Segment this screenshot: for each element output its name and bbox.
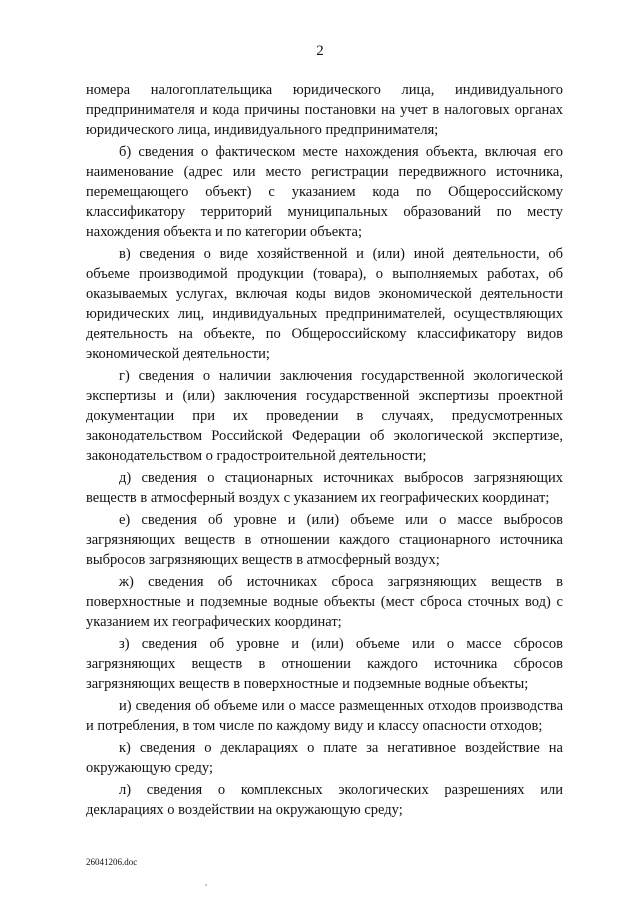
paragraph-d: д) сведения о стационарных источниках выбросов загрязняющих веществ в атмосферный воздух с указанием их географических координат;	[86, 470, 563, 506]
paragraph-k: к) сведения о декларациях о плате за негативное воздействие на окружающую среду;	[86, 740, 563, 776]
paragraph-z: з) сведения об уровне и (или) объеме или о массе сбросов загрязняющих веществ в отношении каждого источника сбросов загрязняющих веществ в поверхностные и подземные водные объекты;	[86, 636, 563, 692]
paragraph-zh: ж) сведения об источниках сброса загрязняющих веществ в поверхностные и подземные водные объекты (мест сброса сточных вод) с указанием их географических координат;	[86, 574, 563, 630]
paragraph-continuation: номера налогоплательщика юридического лица, индивидуального предпринимателя и кода причины постановки на учет в налоговых органах юридического лица, индивидуального предпринимателя;	[86, 82, 563, 138]
page-number: 2	[316, 43, 324, 59]
scan-speck	[205, 884, 207, 886]
footer-filename: 26041206.doc	[86, 857, 138, 867]
paragraph-v: в) сведения о виде хозяйственной и (или) иной деятельности, об объеме производимой продукции (товара), о выполняемых работах, об оказываемых услугах, включая коды видов экономической деятельности юридических лиц, индивидуальных предпринимателей, осуществляющих деятельность на объекте, по Общероссийскому классификатору видов экономической деятельности;	[86, 246, 563, 362]
paragraph-i: и) сведения об объеме или о массе размещенных отходов производства и потребления, в том числе по каждому виду и классу опасности отходов;	[86, 698, 563, 734]
document-body	[86, 80, 563, 820]
paragraph-l: л) сведения о комплексных экологических разрешениях или декларациях о воздействии на окружающую среду;	[86, 782, 563, 818]
paragraph-b: б) сведения о фактическом месте нахождения объекта, включая его наименование (адрес или место регистрации передвижного источника, перемещающего объект) с указанием кода по Общероссийскому классификатору территорий муниципальных образований по месту нахождения объекта и по категории объекта;	[86, 144, 563, 240]
paragraph-g: г) сведения о наличии заключения государственной экологической экспертизы и (или) заключения государственной экспертизы проектной документации при их проведении в случаях, предусмотренных законодательством Российской Федерации об экологической экспертизе, законодательством о градостроительной деятельности;	[86, 368, 563, 464]
paragraph-e: е) сведения об уровне и (или) объеме или о массе выбросов загрязняющих веществ в отношении каждого стационарного источника выбросов загрязняющих веществ в атмосферный воздух;	[86, 512, 563, 568]
